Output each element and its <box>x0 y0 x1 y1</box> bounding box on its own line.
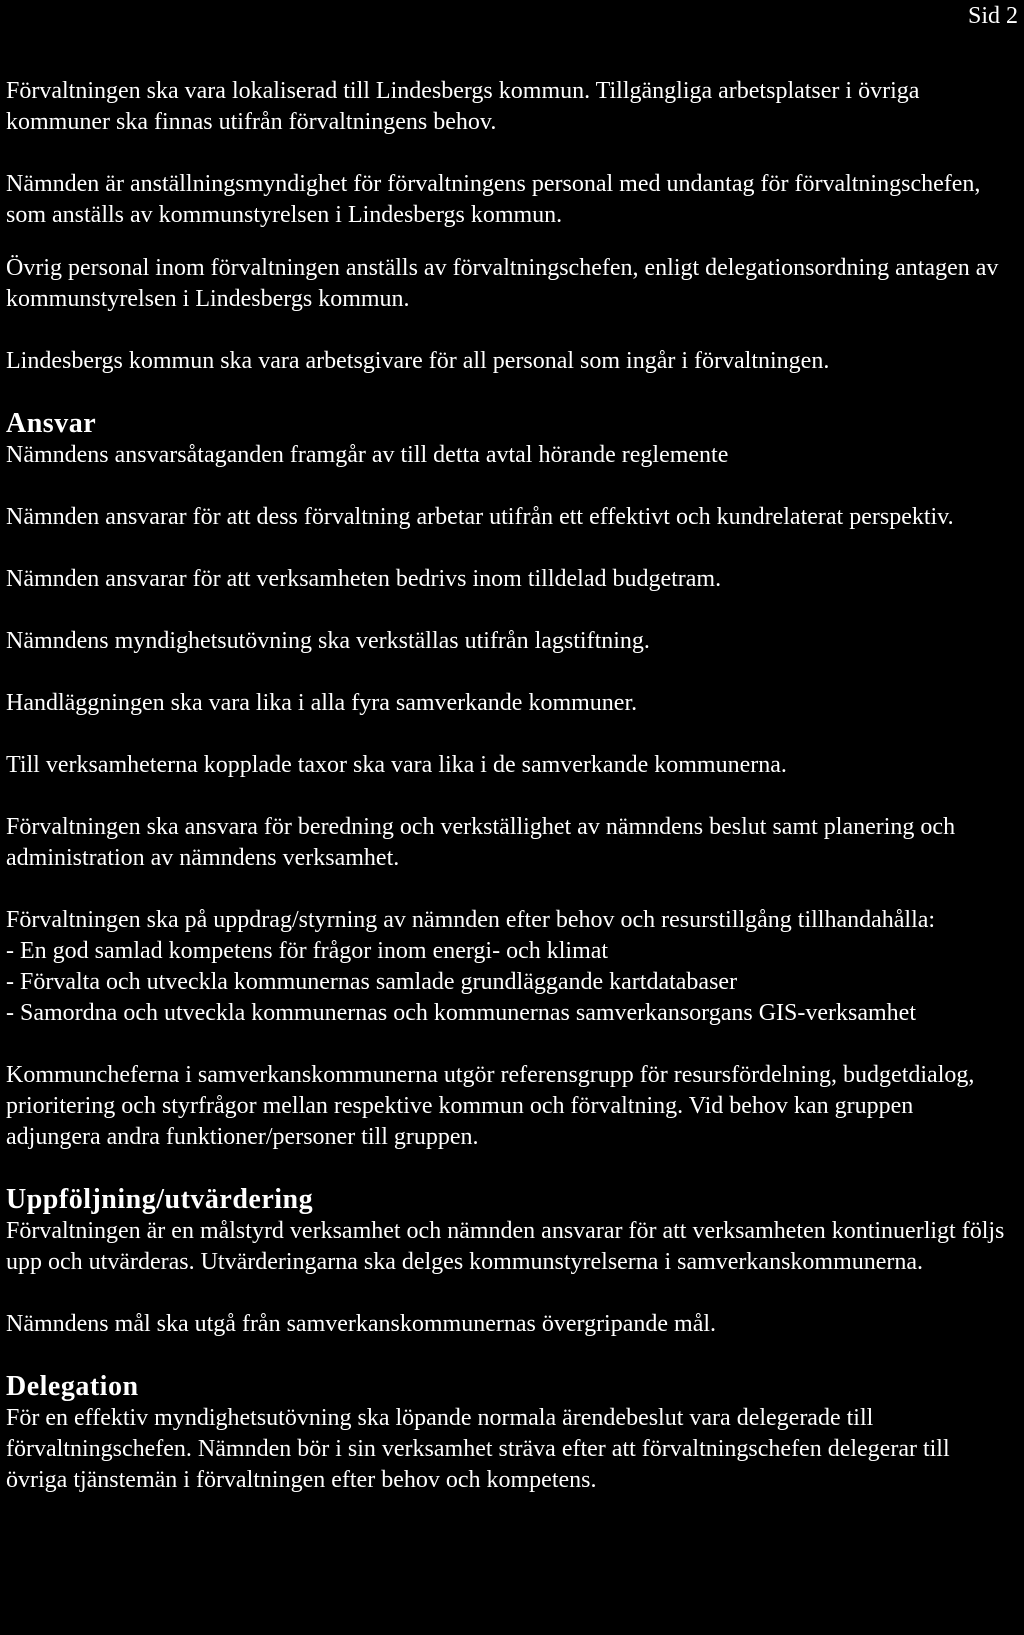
paragraph-arbetsgivare: Lindesbergs kommun ska vara arbetsgivare för all personal som ingår i förvaltningen. <box>6 348 830 374</box>
list-item: - En god samlad kompetens för frågor inom energi- och klimat <box>6 936 1006 967</box>
list-item: - Förvalta och utveckla kommunernas samlade grundläggande kartdatabaser <box>6 967 1006 998</box>
paragraph-delegation: För en effektiv myndighetsutövning ska löpande normala ärendebeslut vara delegerade till förvaltningschefen. Nämnden bör i sin verksamhet sträva efter att förvaltningschefen delegerar till övriga tjänstemän i förvaltningen efter behov och kompetens. <box>6 1405 950 1493</box>
list-item-text: Förvalta och utveckla kommunernas samlade grundläggande kartdatabaser <box>20 969 738 995</box>
section-heading-uppfoljning: Uppföljning/utvärdering <box>6 1184 314 1215</box>
paragraph-tillhandahalla: Förvaltningen ska på uppdrag/styrning av nämnden efter behov och resurstillgång tillhandahålla: <box>6 907 936 933</box>
paragraph-effektivt-perspektiv: Nämnden ansvarar för att dess förvaltning arbetar utifrån ett effektivt och kundrelaterat perspektiv. <box>6 504 954 530</box>
document-body <box>6 76 1006 1496</box>
paragraph-handlaggning: Handläggningen ska vara lika i alla fyra samverkande kommuner. <box>6 690 638 716</box>
paragraph-ovrig-personal: Övrig personal inom förvaltningen anställs av förvaltningschefen, enligt delegationsordning antagen av kommunstyrelsen i Lindesbergs kommun. <box>6 255 999 312</box>
paragraph-nämndens-mal: Nämndens mål ska utgå från samverkanskommunernas övergripande mål. <box>6 1311 717 1337</box>
paragraph-beredning: Förvaltningen ska ansvara för beredning och verkställighet av nämndens beslut samt planering och administration av nämndens verksamhet. <box>6 814 956 871</box>
paragraph-myndighetsutovning: Nämndens myndighetsutövning ska verkställas utifrån lagstiftning. <box>6 628 650 654</box>
list-item: - Samordna och utveckla kommunernas och kommunernas samverkansorgans GIS-verksamhet <box>6 998 1006 1029</box>
paragraph-ansvarsataganden: Nämndens ansvarsåtaganden framgår av till detta avtal hörande reglemente <box>6 442 729 468</box>
list-item-text: Samordna och utveckla kommunernas och kommunernas samverkansorgans GIS-verksamhet <box>20 1000 916 1026</box>
paragraph-referensgrupp: Kommuncheferna i samverkanskommunerna utgör referensgrupp för resursfördelning, budgetdialog, prioritering och styrfrågor mellan respektive kommun och förvaltning. Vid behov kan gruppen adjungera andra funktioner/personer till gruppen. <box>6 1062 975 1150</box>
section-heading-delegation: Delegation <box>6 1371 139 1402</box>
section-heading-ansvar: Ansvar <box>6 408 97 439</box>
list-item-text: En god samlad kompetens för frågor inom energi- och klimat <box>20 938 609 964</box>
paragraph-malstyrd: Förvaltningen är en målstyrd verksamhet och nämnden ansvarar för att verksamheten kontinuerligt följs upp och utvärderas. Utvärderingarna ska delges kommunstyrelserna i samverkanskommunerna. <box>6 1218 1005 1275</box>
paragraph-taxor: Till verksamheterna kopplade taxor ska vara lika i de samverkande kommunerna. <box>6 752 787 778</box>
paragraph-budgetram: Nämnden ansvarar för att verksamheten bedrivs inom tilldelad budgetram. <box>6 566 722 592</box>
page-number: Sid 2 <box>967 3 1018 29</box>
paragraph-anstallningsmyndighet: Nämnden är anställningsmyndighet för förvaltningens personal med undantag för förvaltningschefen, som anställs av kommunstyrelsen i Lindesbergs kommun. <box>6 171 981 228</box>
paragraph-lokalisering: Förvaltningen ska vara lokaliserad till Lindesbergs kommun. Tillgängliga arbetsplatser i övriga kommuner ska finnas utifrån förvaltningens behov. <box>6 78 920 135</box>
